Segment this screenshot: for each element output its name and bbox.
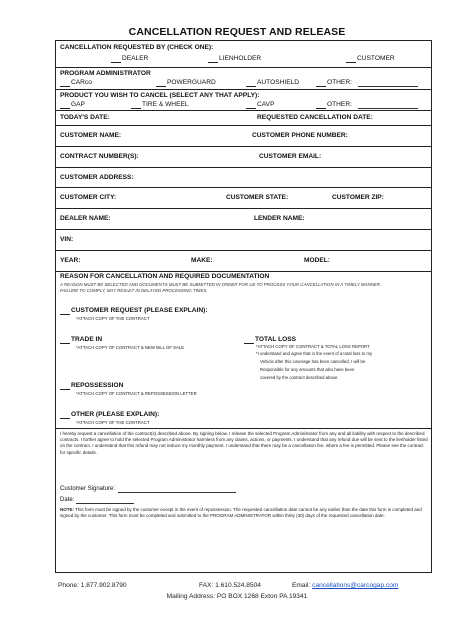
checkbox-line <box>60 337 70 344</box>
option-tire-wheel[interactable]: TIRE & WHEEL <box>131 101 189 109</box>
customer-address-label: CUSTOMER ADDRESS: <box>60 174 134 181</box>
option-cavp[interactable]: CAVP <box>246 101 274 109</box>
option-reason-other[interactable]: OTHER (PLEASE EXPLAIN): <box>60 411 159 419</box>
vehicle-row[interactable] <box>56 251 431 272</box>
checkbox-line <box>244 337 254 344</box>
checkbox-line <box>316 80 326 87</box>
reason-other-note: *ATTACH COPY OF THE CONTRACT <box>76 420 150 425</box>
date-line[interactable] <box>76 503 134 504</box>
checkbox-line <box>60 412 70 419</box>
signature-label: Customer Signature: <box>60 486 116 492</box>
total-loss-text: covered by the contract described above. <box>260 375 339 380</box>
footer-fax: FAX: 1.610.524.8504 <box>199 582 261 589</box>
option-admin-other[interactable]: OTHER: <box>316 79 352 87</box>
year-label: YEAR: <box>60 257 81 264</box>
checkbox-line <box>60 383 70 390</box>
option-customer[interactable]: CUSTOMER <box>346 55 395 63</box>
form-title: CANCELLATION REQUEST AND RELEASE <box>128 26 346 38</box>
release-paragraph: I hereby request a cancellation of the contract(s) described above. By signing below, I release the selected Program Administrator from any and all liability with respect to the described contracts. I further agree to hold the selected Program Administrator harmless from any claims, actions, or payments. I understand that any refund due will be sent to the lienholder listed on the contract. I understand that this refund may not reduce my monthly payment. I understand that there may be a cancellation fee, where a fee is permitted. Please see the contract for specific details. <box>60 431 428 455</box>
contract-row[interactable] <box>56 147 431 168</box>
checkbox-line <box>208 56 218 63</box>
customer-zip-label: CUSTOMER ZIP: <box>332 194 384 201</box>
footer-phone: Phone: 1.877.902.8790 <box>58 582 127 589</box>
requested-by-section <box>56 41 431 68</box>
requested-date-label: REQUESTED CANCELLATION DATE: <box>257 114 373 121</box>
checkbox-line <box>60 102 70 109</box>
customer-request-note: *ATTACH COPY OF THE CONTRACT <box>76 316 150 321</box>
option-carco[interactable]: CARco <box>60 79 92 87</box>
todays-date-label: TODAY'S DATE: <box>60 114 110 121</box>
option-lienholder[interactable]: LIENHOLDER <box>208 55 261 63</box>
customer-city-label: CUSTOMER CITY: <box>60 194 117 201</box>
dealer-name-label: DEALER NAME: <box>60 215 111 222</box>
reason-heading: REASON FOR CANCELLATION AND REQUIRED DOCUMENTATION <box>60 273 270 280</box>
lender-name-label: LENDER NAME: <box>254 215 305 222</box>
repossession-note: *ATTACH COPY OF CONTRACT & REPOSSESSION LETTER <box>76 391 197 396</box>
option-customer-request[interactable]: CUSTOMER REQUEST (PLEASE EXPLAIN): <box>60 307 208 315</box>
customer-email-label: CUSTOMER EMAIL: <box>259 153 322 160</box>
model-label: MODEL: <box>304 257 331 264</box>
product-other-line[interactable] <box>358 108 418 109</box>
total-loss-text: *I understand and agree that in the event of a total loss to my <box>256 351 373 356</box>
admin-other-line[interactable] <box>358 86 418 87</box>
date-label: Date: <box>60 497 75 503</box>
address-row[interactable] <box>56 168 431 188</box>
reason-warning: A REASON MUST BE SELECTED AND DOCUMENTS MUST BE SUBMITTED IN ORDER FOR US TO PROCESS YOUR CANCELLATION IN A TIMELY MANNER. <box>60 282 382 287</box>
customer-phone-label: CUSTOMER PHONE NUMBER: <box>252 132 348 139</box>
option-gap[interactable]: GAP <box>60 101 85 109</box>
option-dealer[interactable]: DEALER <box>111 55 148 63</box>
checkbox-line <box>111 56 121 63</box>
option-powerguard[interactable]: POWERGUARD <box>156 79 216 87</box>
checkbox-line <box>131 102 141 109</box>
footer-email: Email: cancellations@carcogap.com <box>292 582 399 589</box>
city-row[interactable] <box>56 188 431 209</box>
note-text: This form must be signed by the customer except in the event of repossession. The requested cancellation date cannot be any earlier than the date this form is completed and signed by the customer. This form must be completed and submitted to the PROGRAM ADMINISTRATOR within thirty (30) days of the requested cancellation date. <box>60 507 422 519</box>
checkbox-line <box>60 308 70 315</box>
note-label: NOTE: <box>60 507 74 512</box>
date-row <box>56 111 431 126</box>
administrator-section <box>56 68 431 90</box>
cancellation-form <box>55 40 432 573</box>
option-trade-in[interactable]: TRADE IN <box>60 336 102 344</box>
reason-warning-cont: FAILURE TO COMPLY, MAY RESULT IN DELAYED PROCESSING TIMES. <box>60 288 208 293</box>
products-heading: PRODUCT YOU WISH TO CANCEL (SELECT ANY THAT APPLY): <box>60 92 260 99</box>
option-repossession[interactable]: REPOSSESSION <box>60 382 123 390</box>
trade-in-note: *ATTACH COPY OF CONTRACT & NEW BILL OF SALE <box>76 345 185 350</box>
make-label: MAKE: <box>191 257 213 264</box>
footer-address: Mailing Address: PO BOX 1268 Exton PA 19341 <box>166 593 308 600</box>
total-loss-text: Responsible for any amounts that also have been <box>260 367 355 372</box>
option-autoshield[interactable]: AUTOSHIELD <box>246 79 299 87</box>
vin-label: VIN: <box>60 236 74 243</box>
vin-row[interactable] <box>56 230 431 251</box>
release-note <box>60 507 428 519</box>
total-loss-note: *ATTACH COPY OF CONTRACT & TOTAL LOSS REPORT <box>256 344 370 349</box>
signature-line[interactable] <box>118 492 236 493</box>
checkbox-line <box>316 102 326 109</box>
email-link[interactable]: cancellations@carcogap.com <box>312 582 399 589</box>
requested-by-heading: CANCELLATION REQUESTED BY (CHECK ONE): <box>60 44 214 51</box>
checkbox-line <box>156 80 166 87</box>
option-total-loss[interactable]: TOTAL LOSS <box>244 336 296 344</box>
contract-numbers-label: CONTRACT NUMBER(S): <box>60 153 139 160</box>
customer-name-row[interactable] <box>56 126 431 147</box>
total-loss-text: Vehicle after this coverage has been cancelled, I will be <box>260 359 366 364</box>
option-product-other[interactable]: OTHER: <box>316 101 352 109</box>
products-section <box>56 90 431 111</box>
checkbox-line <box>346 56 356 63</box>
checkbox-line <box>246 102 256 109</box>
customer-name-label: CUSTOMER NAME: <box>60 132 122 139</box>
dealer-row[interactable] <box>56 209 431 230</box>
customer-state-label: CUSTOMER STATE: <box>226 194 289 201</box>
release-section <box>56 429 431 572</box>
checkbox-line <box>60 80 70 87</box>
administrator-heading: PROGRAM ADMINISTRATOR <box>60 70 151 77</box>
checkbox-line <box>246 80 256 87</box>
reason-section <box>56 272 431 429</box>
